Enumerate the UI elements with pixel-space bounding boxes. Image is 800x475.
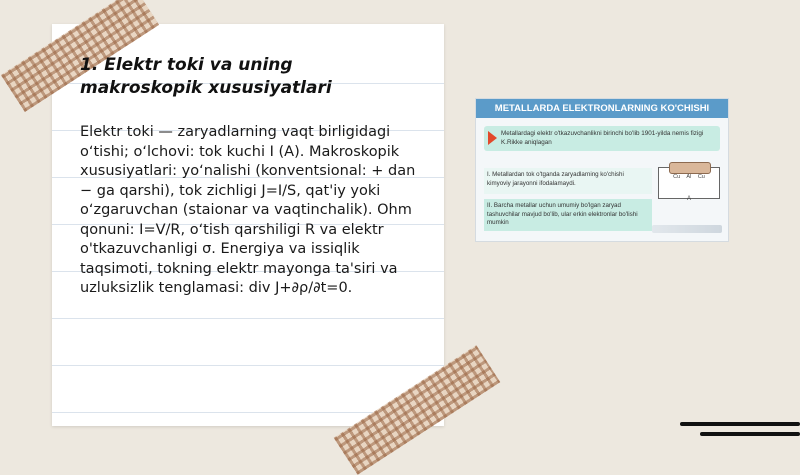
thumbnail-intro-text: Metallardagi elektr o'tkazuvchanlikni birinchi bo'lib 1901-yilda nemis fizigi K.Rikke aniqlagan	[501, 130, 704, 146]
thumbnail-point-1	[484, 168, 652, 194]
arrow-right-icon	[488, 131, 497, 145]
thumbnail-point-1-text: I. Metallardan tok o'tganda zaryadlarning ko'chishi kimyoviy jarayonni ifodalamaydi.	[487, 171, 624, 187]
thumbnail-watermark	[652, 225, 722, 233]
thumbnail-point-2-text: II. Barcha metallar uchun umumiy bo'lgan zaryad tashuvchilar mavjud bo'lib, ular erkin elektronlar bo'lishi mumkin	[487, 202, 638, 226]
thumbnail-header: METALLARDA ELEKTRONLARNING KO'CHISHI	[476, 99, 728, 118]
diagram-labels: Cu Al Cu	[673, 174, 705, 180]
ammeter-icon: A	[686, 196, 691, 202]
decorative-line	[680, 422, 800, 426]
metal-cylinders	[669, 162, 711, 174]
decorative-lines	[676, 418, 800, 440]
thumbnail-intro-box	[484, 126, 720, 151]
decorative-line	[700, 432, 800, 436]
rikke-experiment-diagram	[658, 167, 720, 202]
note-body: Elektr toki — zaryadlarning vaqt birligidagi oʻtishi; oʻlchovi: tok kuchi I (A). Makroskopik xususiyatlari: yoʻnalishi (konventsional: + dan − ga qarshi), tok zichligi J=I/S, qat'iy yoki oʻzgaruvchan (staionar va vaqtinchalik). Ohm qonuni: I=V/R, oʻtish qarshiligi R va elektr o'tkazuvchanligi σ. Energiya va issiqlik taqsimoti, tokning elektr mayonga ta'siri va uzluksizlik tenglamasi: div J+∂ρ/∂t=0.	[80, 124, 416, 296]
slide-thumbnail	[475, 98, 729, 242]
thumbnail-point-2	[484, 199, 652, 231]
note-title: 1. Elektr toki va uning makroskopik xususiyatlari	[80, 55, 332, 98]
